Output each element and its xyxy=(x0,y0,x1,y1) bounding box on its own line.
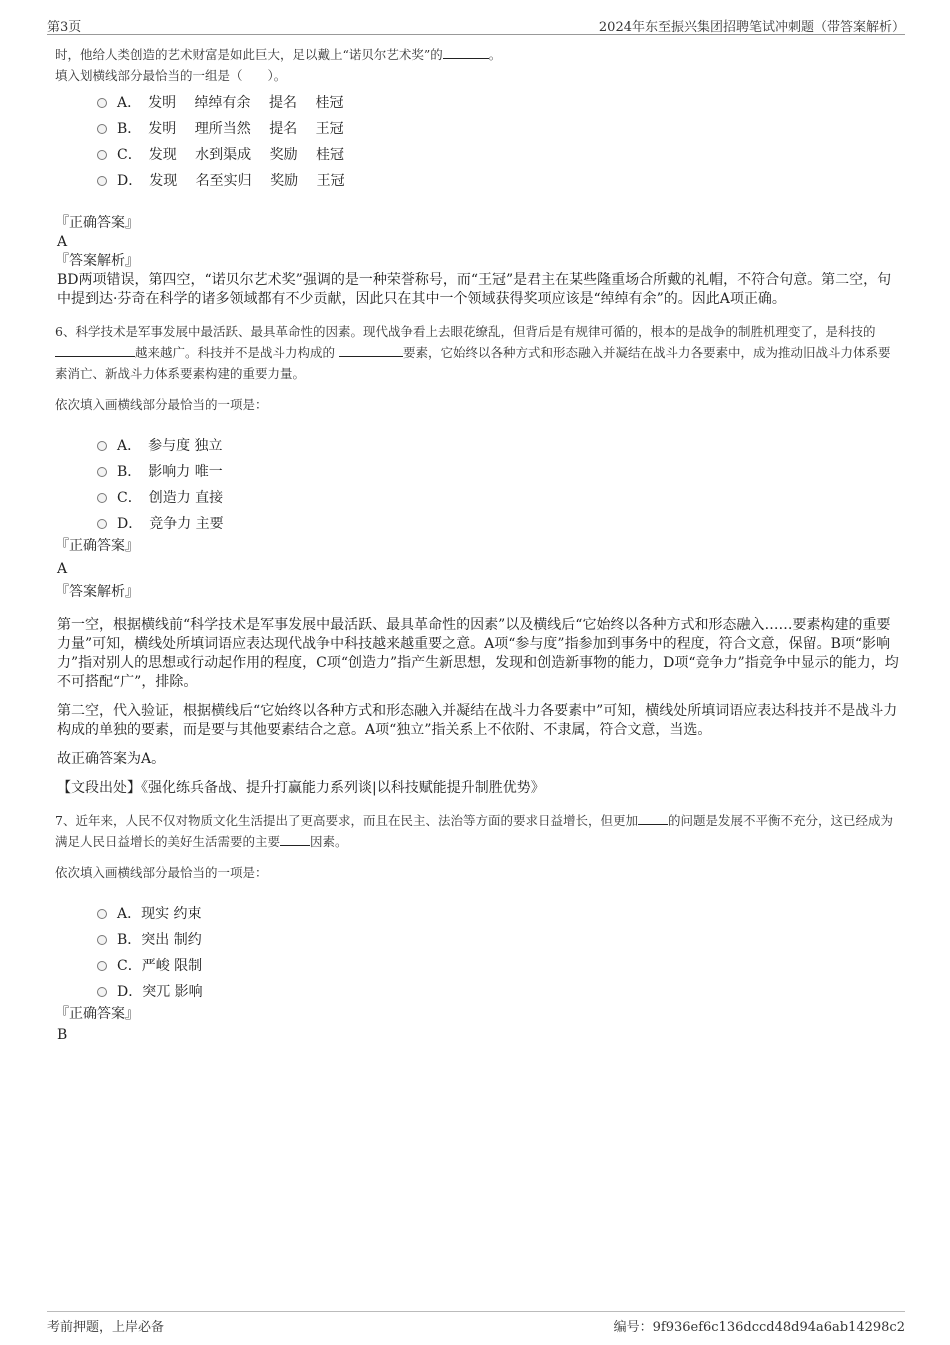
option-a[interactable] xyxy=(97,433,900,459)
option-label: D． 发现 名至实归 奖励 王冠 xyxy=(117,173,345,189)
option-label: D． 竞争力 主要 xyxy=(117,516,224,532)
option-d[interactable] xyxy=(97,979,900,1005)
question-6-text-part: 越来越广。科技并不是战斗力构成的 xyxy=(135,345,336,360)
answer-value: A xyxy=(57,234,68,250)
footer-slogan: 考前押题，上岸必备 xyxy=(47,1320,165,1335)
option-label: D．突兀 影响 xyxy=(117,984,203,1000)
option-d[interactable] xyxy=(97,168,900,194)
option-b[interactable] xyxy=(97,927,900,953)
option-label: C．严峻 限制 xyxy=(117,958,203,974)
answer-label: 『正确答案』 xyxy=(55,1006,139,1022)
option-d[interactable] xyxy=(97,511,900,537)
radio-icon[interactable] xyxy=(97,935,107,945)
option-c[interactable] xyxy=(97,953,900,979)
option-b[interactable] xyxy=(97,459,900,485)
option-a[interactable] xyxy=(97,901,900,927)
radio-icon[interactable] xyxy=(97,150,107,160)
option-label: B． 发明 理所当然 提名 王冠 xyxy=(117,121,344,137)
question-5-text-part: 时，他给人类创造的艺术财富是如此巨大，足以戴上“诺贝尔艺术奖”的 xyxy=(55,47,443,62)
analysis-text: BD两项错误，第四空，“诺贝尔艺术奖”强调的是一种荣誉称号，而“王冠”是君主在某些隆重场合所戴的礼帽，不符合句意。第二空，句中提到达·芬奇在科学的诸多领域都有不少贡献，因此只在其中一个领域获得奖项应该是“绰绰有余”的。因此A项正确。 xyxy=(57,272,892,307)
document-title: 2024年东至振兴集团招聘笔试冲刺题（带答案解析） xyxy=(598,20,905,35)
radio-icon[interactable] xyxy=(97,909,107,919)
analysis-paragraph-2: 第二空，代入验证，根据横线后“它始终以各种方式和形态融入并凝结在战斗力各要素中”可知，横线处所填词语应表达科技并不是战斗力构成的单独的要素，而是要与其他要素结合之意。A项“独立”指关系上不依附、不隶属，符合文意，当选。 xyxy=(57,703,898,738)
question-5-options xyxy=(97,90,900,194)
page-footer xyxy=(47,1311,905,1335)
answer-blank xyxy=(280,833,310,846)
answer-value: A xyxy=(57,561,68,577)
option-label: B． 影响力 唯一 xyxy=(117,464,223,480)
option-label: C． 创造力 直接 xyxy=(117,490,224,506)
question-5-instruction: 填入划横线部分最恰当的一组是（ ）。 xyxy=(55,68,287,83)
question-7-text-part: 因素。 xyxy=(310,834,348,849)
answer-label: 『正确答案』 xyxy=(55,215,139,231)
radio-icon[interactable] xyxy=(97,961,107,971)
option-b[interactable] xyxy=(97,116,900,142)
option-label: A． 参与度 独立 xyxy=(117,438,223,454)
question-6-options xyxy=(97,433,900,537)
radio-icon[interactable] xyxy=(97,441,107,451)
question-6 xyxy=(55,321,900,798)
analysis-paragraph-1: 第一空，根据横线前“科学技术是军事发展中最活跃、最具革命性的因素”以及横线后“它始终以各种方式和形态融入……要素构建的重要力量”可知，横线处所填词语应表达现代战争中科技越来越重要之意。A项“参与度”指参加到事务中的程度，符合文意，保留。B项“影响力”指对别人的思想或行动起作用的程度，C项“创造力”指产生新思想，发现和创造新事物的能力，D项“竞争力”指竞争中显示的能力，均不可搭配“广”，排除。 xyxy=(57,617,899,690)
answer-blank xyxy=(55,344,135,357)
radio-icon[interactable] xyxy=(97,467,107,477)
question-5-text xyxy=(55,44,900,65)
page-number: 第3页 xyxy=(47,20,82,35)
document-body xyxy=(55,44,900,1045)
question-7-text-part: 7、近年来，人民不仅对物质文化生活提出了更高要求，而且在民主、法治等方面的要求日益增长，但更加 xyxy=(55,813,638,828)
analysis-conclusion: 故正确答案为A。 xyxy=(57,751,166,767)
option-a[interactable] xyxy=(97,90,900,116)
answer-blank xyxy=(339,344,403,357)
question-5 xyxy=(55,44,900,309)
option-c[interactable] xyxy=(97,485,900,511)
question-7-text-part: 的问题是发展不平衡不充分，这已经成为满足人民日益增长的美好生活需要的主要 xyxy=(55,813,893,849)
option-label: A．现实 约束 xyxy=(117,906,202,922)
question-6-text xyxy=(55,321,900,384)
analysis-label: 『答案解析』 xyxy=(55,584,139,600)
question-7-text xyxy=(55,810,900,852)
question-7-options xyxy=(97,901,900,1005)
answer-blank xyxy=(638,812,668,825)
radio-icon[interactable] xyxy=(97,124,107,134)
question-6-text-part: 6、科学技术是军事发展中最活跃、最具革命性的因素。现代战争看上去眼花缭乱，但背后是有规律可循的，根本的是战争的制胜机理变了，是科技的 xyxy=(55,324,876,339)
answer-label: 『正确答案』 xyxy=(55,538,139,554)
option-label: A． 发明 绰绰有余 提名 桂冠 xyxy=(117,95,344,111)
text-source: 【文段出处】《强化练兵备战、提升打赢能力系列谈|以科技赋能提升制胜优势》 xyxy=(57,780,545,796)
radio-icon[interactable] xyxy=(97,176,107,186)
analysis-label: 『答案解析』 xyxy=(55,253,139,269)
question-6-instruction: 依次填入画横线部分最恰当的一项是： xyxy=(55,397,268,412)
radio-icon[interactable] xyxy=(97,493,107,503)
radio-icon[interactable] xyxy=(97,987,107,997)
question-7 xyxy=(55,810,900,1045)
option-label: C． 发现 水到渠成 奖励 桂冠 xyxy=(117,147,345,163)
question-7-instruction: 依次填入画横线部分最恰当的一项是： xyxy=(55,865,268,880)
radio-icon[interactable] xyxy=(97,519,107,529)
option-label: B．突出 制约 xyxy=(117,932,202,948)
answer-value: B xyxy=(57,1027,68,1043)
answer-blank xyxy=(443,46,489,59)
question-6-text-part: 要素，它始终以各种方式和形态融入并凝结在战斗力各要素中，成为推动旧战斗力体系要素消亡、新战斗力体系要素构建的重要力量。 xyxy=(55,345,891,381)
page-header xyxy=(47,14,905,35)
radio-icon[interactable] xyxy=(97,98,107,108)
document-id: 编号：9f936ef6c136dccd48d94a6ab14298c2 xyxy=(613,1320,905,1335)
question-5-text-end: 。 xyxy=(488,47,502,62)
option-c[interactable] xyxy=(97,142,900,168)
